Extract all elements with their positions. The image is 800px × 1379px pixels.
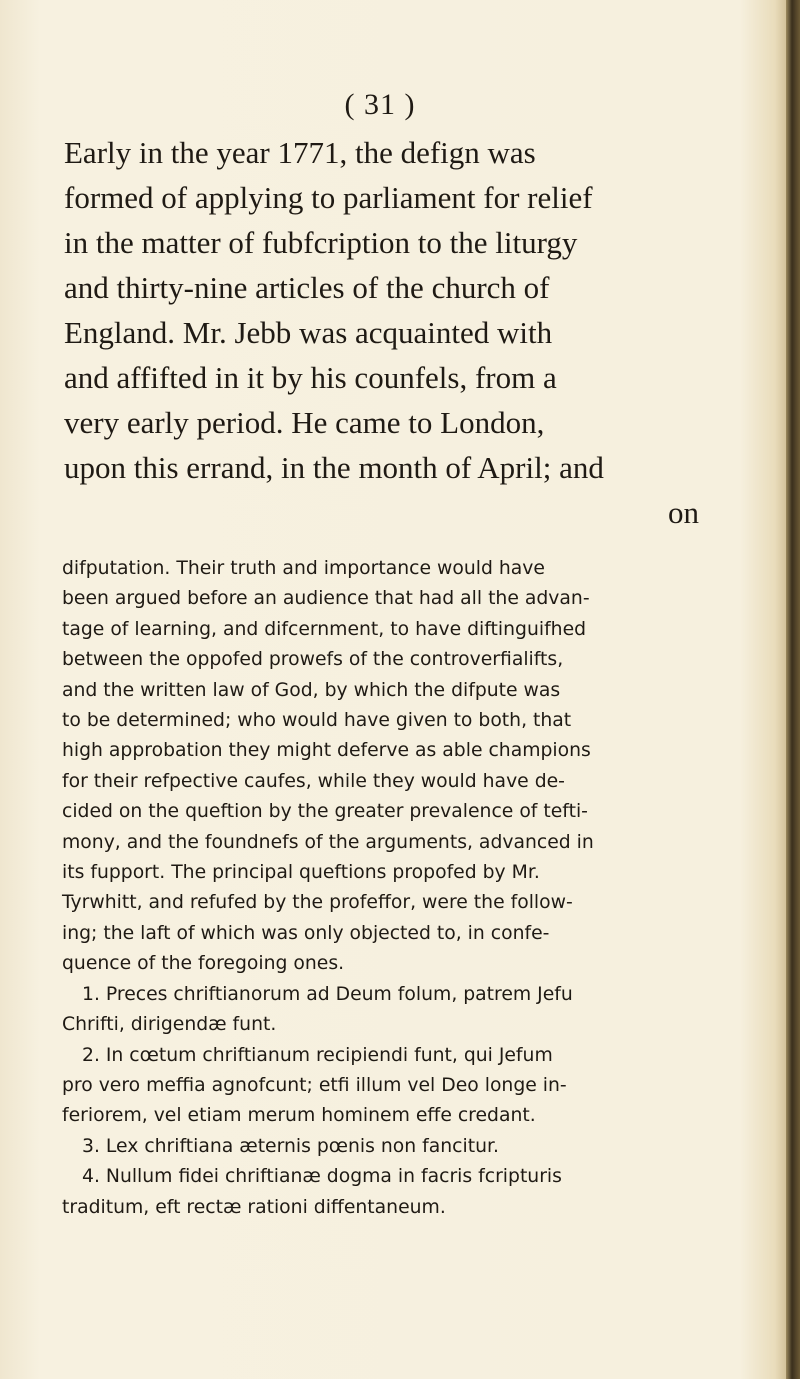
main-text-line: upon this errand, in the month of April; and	[64, 450, 604, 485]
note-text-line: tage of learning, and difcernment, to have diftinguifhed	[62, 618, 587, 640]
proposition-line: 1. Preces chriftianorum ad Deum folum, patrem Jefu	[82, 983, 573, 1005]
note-text-line: high approbation they might deferve as able champions	[62, 740, 591, 762]
note-text-line: quence of the foregoing ones.	[62, 953, 345, 975]
note-text-line: and the written law of God, by which the difpute was	[62, 679, 561, 701]
note-text-line: mony, and the foundnefs of the arguments, advanced in	[62, 831, 594, 853]
footnote-block	[62, 554, 777, 1223]
note-text-line: cided on the queftion by the greater prevalence of tefti-	[62, 801, 588, 823]
main-text-line: in the matter of fubfcription to the liturgy	[64, 225, 578, 260]
catchword: on	[668, 495, 699, 530]
page-edge	[786, 0, 800, 1379]
proposition-line: 4. Nullum fidei chriftianæ dogma in facris fcripturis	[82, 1166, 562, 1188]
proposition-line: 3. Lex chriftiana æternis pœnis non fancitur.	[82, 1135, 499, 1157]
proposition-line: Chrifti, dirigendæ funt.	[62, 1014, 277, 1036]
note-text-line: its fupport. The principal queftions propofed by Mr.	[62, 862, 540, 884]
main-paragraph	[64, 130, 764, 535]
proposition-line: 2. In cœtum chriftianum recipiendi funt, qui Jefum	[82, 1044, 553, 1066]
proposition-line: feriorem, vel etiam merum hominem effe credant.	[62, 1105, 536, 1127]
note-text-line: between the oppofed prowefs of the controverfialifts,	[62, 649, 564, 671]
note-text-line: been argued before an audience that had all the advan-	[62, 588, 590, 610]
main-text-line: England. Mr. Jebb was acquainted with	[64, 315, 553, 350]
note-text-line: to be determined; who would have given to both, that	[62, 710, 572, 732]
note-text-line: ing; the laft of which was only objected to, in confe-	[62, 922, 550, 944]
main-text-line: formed of applying to parliament for relief	[64, 180, 593, 215]
main-text-line: very early period. He came to London,	[64, 405, 545, 440]
main-text-line: and thirty-nine articles of the church of	[64, 270, 550, 305]
note-text-line: Tyrwhitt, and refufed by the profeffor, were the follow-	[62, 892, 573, 914]
proposition-line: traditum, eft rectæ rationi diffentaneum.	[62, 1196, 446, 1218]
note-text-line: difputation. Their truth and importance would have	[62, 558, 545, 579]
main-text-line: Early in the year 1771, the defign was	[64, 135, 536, 170]
proposition-line: pro vero meffia agnofcunt; etfi illum vel Deo longe in-	[62, 1074, 567, 1096]
main-text-line: and affifted in it by his counfels, from a	[64, 360, 557, 395]
note-text-line: for their refpective caufes, while they would have de-	[62, 770, 565, 792]
page-number: ( 31 )	[344, 88, 416, 121]
